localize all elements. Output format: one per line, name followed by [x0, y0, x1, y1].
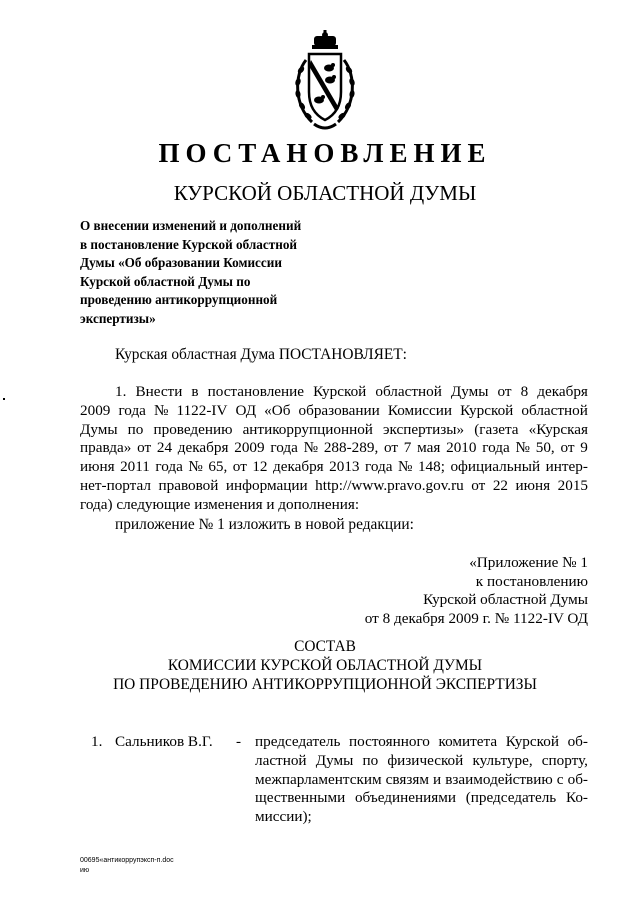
file-footer: [80, 856, 174, 876]
paragraph-word: 24: [156, 439, 173, 457]
paragraph-word: правда»: [80, 439, 132, 457]
paragraph-word: «Курская: [528, 420, 588, 438]
paragraph-word: от: [384, 439, 399, 457]
paragraph-word: Думы: [80, 420, 118, 438]
paragraph-word: года: [155, 458, 183, 476]
paragraph-word: областной: [521, 401, 588, 419]
member-description-word: об-: [567, 733, 588, 750]
member-description-line: [255, 733, 588, 752]
paragraph-line: [80, 383, 588, 402]
member-number: 1.: [91, 733, 103, 750]
resolution-paragraph: [80, 383, 588, 515]
paragraph-word: года: [365, 458, 393, 476]
paragraph-word: экспертизы»: [383, 420, 465, 438]
paragraph-word: 9: [580, 439, 588, 457]
paragraph-word: 2010: [446, 439, 477, 457]
member-description-word: взаимодействию: [445, 770, 553, 788]
member-description-word: Думы: [315, 751, 354, 769]
paragraph-word: 8: [520, 383, 529, 400]
subject-line: экспертизы»: [80, 310, 156, 326]
paragraph-line: [80, 439, 588, 458]
member-description: [255, 733, 588, 827]
document-subject: [80, 217, 370, 328]
paragraph-line: [80, 496, 588, 515]
member-dash: -: [236, 733, 242, 750]
appendix-header-line: к постановлению: [475, 572, 588, 590]
paragraph-word: 12: [252, 458, 268, 476]
appendix-header-line: Курской областной Думы: [423, 591, 588, 608]
member-description-word: председатель: [255, 733, 341, 750]
paragraph-word: Курской: [313, 383, 367, 400]
paragraph-word: 2011: [120, 458, 150, 476]
paragraph-word: №: [153, 401, 169, 419]
paragraph-word: http://www.pravo.gov.ru: [315, 476, 464, 494]
member-description-word: культуре,: [472, 751, 533, 769]
paragraph-line: [80, 477, 588, 496]
subject-line: Думы «Об образовании Комиссии: [80, 255, 282, 270]
paragraph-word: №: [397, 458, 413, 476]
appendix-header-line: «Приложение № 1: [469, 554, 588, 571]
member-description-line: [255, 771, 588, 790]
paragraph-word: (газета: [474, 420, 519, 438]
member-description-word: щественными: [255, 789, 346, 807]
paragraph-word: по: [127, 420, 144, 438]
paragraph-word: от: [137, 439, 152, 457]
member-description-word: по: [362, 751, 379, 769]
subject-line: проведению антикоррупционной: [80, 292, 278, 307]
paragraph-word: 7: [403, 439, 412, 457]
footer-filename: 00695«антикоррупэксп-п.doc: [80, 857, 174, 864]
paragraph-word: июня: [515, 476, 551, 494]
paragraph-word: антикоррупционной: [242, 420, 373, 438]
member-description-word: комитета: [438, 733, 498, 750]
subject-line: Курской областной Думы по: [80, 273, 251, 289]
paragraph-word: мая: [417, 439, 441, 457]
paragraph-word: декабря: [537, 383, 588, 400]
member-description-line: [255, 789, 588, 808]
composition-title-line: СОСТАВ: [294, 638, 356, 655]
paragraph-word: 22: [492, 476, 508, 494]
paragraph-word: 148;: [417, 458, 445, 476]
composition-title-line: ПО ПРОВЕДЕНИЮ АНТИКОРРУПЦИОННОЙ ЭКСПЕРТИЗЫ: [113, 675, 537, 693]
preamble: Курская областная Дума ПОСТАНОВЛЯЕТ:: [115, 346, 407, 363]
member-description-line: [255, 752, 588, 771]
paragraph-word: 2015: [557, 476, 588, 494]
document-subtitle: КУРСКОЙ ОБЛАСТНОЙ ДУМЫ: [173, 181, 477, 205]
paragraph-word: 2013: [329, 458, 360, 476]
member-description-word: об-: [567, 770, 588, 788]
member-description-word: физической: [387, 751, 464, 769]
member-description-word: межпарламентским: [255, 770, 382, 788]
paragraph-line: [80, 421, 588, 440]
paragraph-word: нет-портал: [80, 476, 151, 494]
paragraph-word: года: [118, 401, 146, 419]
paragraph-word: от: [560, 439, 575, 457]
paragraph-word: Комиссии: [387, 401, 452, 419]
member-description-word: объединениями: [354, 789, 456, 807]
paragraph-word: №: [515, 439, 530, 457]
composition-title: [0, 638, 640, 694]
paragraph-word: №: [303, 439, 319, 457]
member-description-line: [255, 808, 588, 827]
paragraph-word: от: [471, 476, 486, 494]
paragraph-word: областной: [375, 383, 442, 400]
member-description-word: с: [556, 770, 564, 788]
paragraph-word: Думы: [450, 383, 489, 400]
paragraph-word: декабря: [177, 439, 229, 457]
appendix-instruction: приложение № 1 изложить в новой редакции:: [115, 516, 414, 533]
member-description-word: Ко-: [565, 789, 588, 807]
member-description-word: (председатель: [465, 789, 557, 807]
appendix-header-line: от 8 декабря 2009 г. № 1122-IV ОД: [364, 609, 588, 627]
member-description-word: и: [433, 770, 442, 788]
paragraph-line: [80, 402, 588, 421]
paragraph-word: в: [191, 383, 199, 400]
paragraph-word: 65,: [208, 458, 228, 476]
paragraph-word: 1122-IV: [176, 401, 228, 419]
paragraph-word: официальный: [450, 458, 541, 476]
paragraph-word: проведению: [153, 420, 233, 438]
kursk-coat-of-arms-icon: [292, 30, 358, 134]
paragraph-word: от: [497, 383, 512, 400]
paragraph-word: образовании: [298, 401, 380, 419]
member-description-word: Курской: [505, 733, 559, 750]
paragraph-word: от: [232, 458, 247, 476]
member-description-word: миссии);: [255, 808, 312, 826]
paragraph-word: Внести: [135, 383, 183, 400]
paragraph-word: №: [188, 458, 203, 476]
paragraph-word: 50,: [535, 439, 555, 457]
paragraph-word: Курской: [460, 401, 514, 419]
paragraph-word: года: [482, 439, 510, 457]
paragraph-word: «Об: [264, 401, 291, 419]
composition-title-line: КОМИССИИ КУРСКОЙ ОБЛАСТНОЙ ДУМЫ: [167, 656, 483, 674]
paragraph-word: 288-289,: [323, 439, 379, 457]
paragraph-word: года: [270, 439, 298, 457]
footer-code: ию: [80, 867, 90, 874]
paragraph-word: 1.: [115, 383, 127, 400]
paragraph-line: [80, 458, 588, 477]
paragraph-word: ОД: [235, 401, 257, 419]
paragraph-word: года) следующие изменения и дополнения:: [80, 495, 360, 513]
subject-line: О внесении изменений и дополнений: [80, 218, 302, 233]
paragraph-word: информации: [225, 476, 308, 494]
paragraph-word: постановление: [207, 383, 305, 400]
paragraph-word: декабря: [272, 458, 324, 476]
member-description-word: связям: [385, 770, 429, 788]
paragraph-word: 2009: [234, 439, 265, 457]
paragraph-word: интер-: [545, 458, 588, 476]
member-description-word: спорту,: [541, 751, 588, 769]
paragraph-word: июня: [80, 458, 115, 476]
member-description-word: ластной: [255, 751, 307, 769]
paragraph-word: 2009: [80, 401, 111, 419]
paragraph-word: правовой: [158, 476, 219, 494]
scan-mark: [3, 398, 5, 400]
appendix-header: [300, 554, 588, 628]
member-name: Сальников В.Г.: [115, 733, 213, 750]
document-title: ПОСТАНОВЛЕНИЕ: [158, 138, 492, 168]
subject-line: в постановление Курской областной: [80, 236, 298, 252]
member-description-word: постоянного: [349, 733, 430, 750]
